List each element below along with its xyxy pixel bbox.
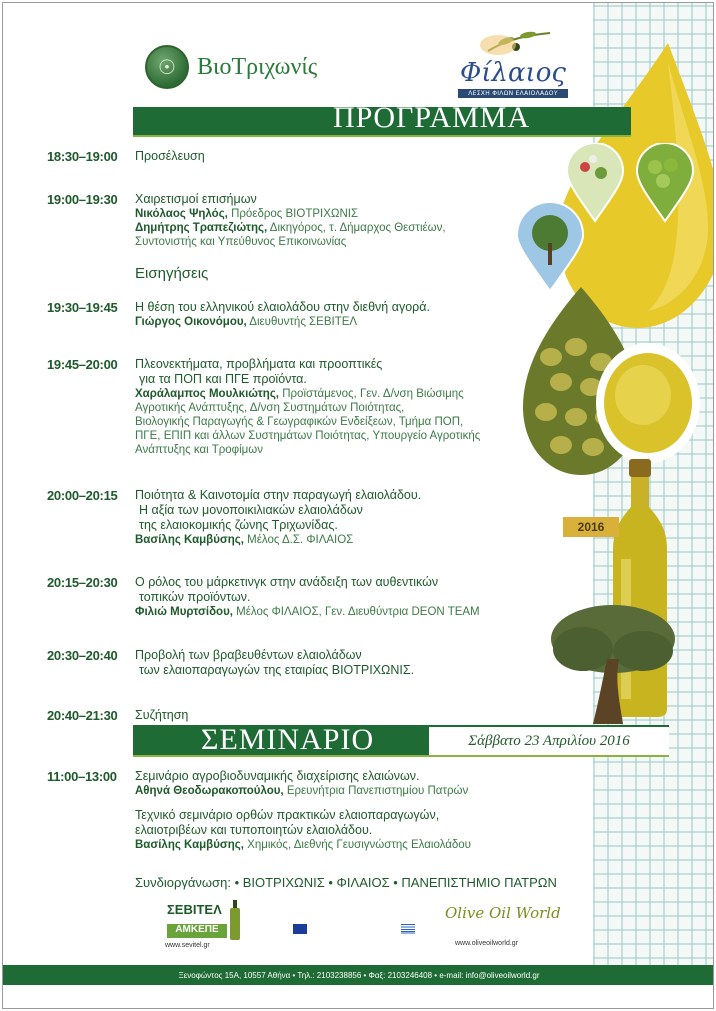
- program-item: [135, 575, 535, 619]
- sevitel-name: ΣΕΒΙΤΕΛ: [167, 902, 222, 917]
- cosponsor-list: • ΒΙΟΤΡΙΧΩΝΙΣ • ΦΙΛΑΙΟΣ • ΠΑΝΕΠΙΣΤΗΜΙΟ ΠΑΤΡΩΝ: [234, 875, 557, 890]
- speaker-line: [135, 387, 531, 401]
- sevitel-sub: ΑΜΚΕΠΕ: [167, 924, 227, 938]
- biotrichonis-logo: [145, 45, 317, 89]
- item-head: Προβολή των βραβευθέντων ελαιολάδων: [135, 648, 362, 662]
- speaker-line: [135, 533, 535, 547]
- oil-bowl-image: [593, 333, 703, 473]
- speaker-name: Φιλιώ Μυρτσίδου,: [135, 606, 233, 618]
- program-item: [135, 357, 531, 457]
- speaker-line: [135, 315, 535, 329]
- cosponsor-label: Συνδιοργάνωση:: [135, 875, 231, 890]
- speaker-line: [135, 207, 535, 221]
- time-slot: 11:00–13:00: [47, 769, 117, 784]
- speaker-name: Γιώργος Οικονόμου,: [135, 316, 247, 328]
- speaker-role: Μέλος ΦΙΛΑΙΟΣ, Γεν. Διευθύντρια DEON TEAM: [232, 606, 480, 618]
- item-text: Συζήτηση: [135, 708, 189, 722]
- item-head-2: τοπικών προϊόντων.: [139, 590, 251, 604]
- item-text: Προσέλευση: [135, 149, 205, 163]
- speaker-name: Χαράλαμπος Μουλκιώτης,: [135, 388, 279, 400]
- item-head-2: για τα ΠΟΠ και ΠΓΕ προϊόντα.: [139, 372, 307, 386]
- speaker-line: [135, 605, 535, 619]
- program-item: [135, 192, 535, 249]
- olive-tree-icon: [543, 599, 683, 729]
- speaker-name: Αθηνά Θεοδωρακοπούλου,: [135, 785, 284, 797]
- time-slot: 19:30–19:45: [47, 300, 118, 315]
- olive-oil-world-logo: Olive Oil World: [445, 904, 561, 922]
- speaker-name: Δημήτρης Τραπεζιώτης,: [135, 222, 268, 234]
- speaker-role: Διευθυντής ΣΕΒΙΤΕΛ: [246, 316, 358, 328]
- seminar-banner: [133, 725, 669, 757]
- filaios-logo: [458, 25, 568, 98]
- role-line: Ανάπτυξης και Τροφίμων: [135, 444, 264, 456]
- program-banner: [133, 101, 631, 137]
- program-title: ΠΡΟΓΡΑΜΜΑ: [333, 101, 530, 134]
- program-item: [135, 708, 535, 723]
- program-item: [135, 149, 535, 164]
- seminar-title: ΣΕΜΙΝΑΡΙΟ: [201, 723, 375, 756]
- time-slot: 20:15–20:30: [47, 575, 118, 590]
- item-head-2: Η αξία των μονοποικιλιακών ελαιολάδων: [139, 503, 363, 517]
- speaker-line: [135, 838, 555, 852]
- olive-sprig-icon: [458, 25, 568, 59]
- sponsor-logos: [153, 898, 573, 958]
- seminar-line: ελαιοτριβέων και τυποποιητών ελαιολάδου.: [135, 823, 373, 837]
- item-head: Πλεονεκτήματα, προβλήματα και προοπτικές: [135, 357, 383, 371]
- speaker-role: Πρόεδρος ΒΙΟΤΡΙΧΩΝΙΣ: [227, 208, 359, 220]
- greek-flag-icon: [401, 924, 415, 934]
- item-head-2: των ελαιοπαραγωγών της εταιρίας ΒΙΟΤΡΙΧΩΝΙΣ.: [139, 663, 415, 677]
- eu-flag-icon: [293, 924, 307, 934]
- item-head: Ποιότητα & Καινοτομία στην παραγωγή ελαιολάδου.: [135, 488, 422, 502]
- program-item: [135, 300, 535, 329]
- olives-drop-icon: [635, 143, 695, 223]
- speaker-name: Βασίλης Καμβύσης,: [135, 839, 244, 851]
- time-slot: 19:00–19:30: [47, 192, 118, 207]
- item-head-3: της ελαιοκομικής ζώνης Τριχωνίδας.: [139, 518, 338, 532]
- program-item: [135, 648, 535, 678]
- sevitel-url[interactable]: www.sevitel.gr: [165, 942, 210, 949]
- footer-contact-bar: [3, 965, 714, 985]
- olive-oil-world-url[interactable]: www.oliveoilworld.gr: [455, 940, 519, 947]
- time-slot: 20:30–20:40: [47, 648, 118, 663]
- speaker-line: [135, 221, 535, 235]
- speaker-role: Προϊστάμενος, Γεν. Δ/νση Βιώσιμης: [279, 388, 464, 400]
- program-item: [135, 488, 535, 547]
- speaker-name: Νικόλαος Ψηλός,: [135, 208, 228, 220]
- role-line: Βιολογικής Παραγωγής & Γεωγραφικών Ενδείξεων, Τμήμα ΠΟΠ,: [135, 416, 464, 428]
- seminar-line: Τεχνικό σεμινάριο ορθών πρακτικών ελαιοπαραγωγών,: [135, 808, 440, 822]
- item-head: Χαιρετισμοί επισήμων: [135, 192, 257, 206]
- speaker-role: Ερευνήτρια Πανεπιστημίου Πατρών: [283, 785, 469, 797]
- seminar-line: Σεμινάριο αγροβιοδυναμικής διαχείρισης ελαιώνων.: [135, 769, 420, 783]
- sevitel-logo: [153, 898, 241, 950]
- time-slot: 20:40–21:30: [47, 708, 118, 723]
- speaker-role: Χημικός, Διεθνής Γευσιγνώστης Ελαιολάδου: [243, 839, 471, 851]
- year-badge: 2016: [563, 517, 619, 537]
- item-head: Ο ρόλος του μάρκετινγκ στην ανάδειξη των αυθεντικών: [135, 575, 439, 589]
- speaker-role: Μέλος Δ.Σ. ΦΙΛΑΙΟΣ: [243, 534, 354, 546]
- role-line: Αγροτικής Ανάπτυξης, Δ/νση Συστημάτων Ποιότητας,: [135, 402, 405, 414]
- speaker-name: Βασίλης Καμβύσης,: [135, 534, 244, 546]
- bottle-icon: [229, 900, 241, 940]
- speaker-role: Δικηγόρος, τ. Δήμαρχος Θεστιέων,: [267, 222, 446, 234]
- role-line: ΠΓΕ, ΕΠΙΠ και άλλων Συστημάτων Ποιότητας, Υπουργείο Αγροτικής: [135, 430, 481, 442]
- cosponsors-line: [135, 875, 557, 890]
- poster-page: [2, 2, 714, 1009]
- section-label: Εισηγήσεις: [135, 265, 209, 282]
- coin-icon: ☉: [145, 45, 189, 89]
- footer-address: Ξενοφώντος 15Α, 10557 Αθήνα • Τηλ.: 2103238856 • Φαξ: 2103246408 • e-mail: info@oliveoilworld.gr: [178, 970, 540, 980]
- seminar-item: [135, 769, 555, 852]
- seminar-date: Σάββατο 23 Απριλίου 2016: [429, 727, 669, 755]
- item-head: Η θέση του ελληνικού ελαιολάδου στην διεθνή αγορά.: [135, 300, 430, 314]
- filaios-tagline: ΛΕΣΧΗ ΦΙΛΩΝ ΕΛΑΙΟΛΑΔΟΥ: [458, 89, 568, 98]
- time-slot: 18:30–19:00: [47, 149, 118, 164]
- speaker-line: [135, 784, 555, 798]
- filaios-script: Φίλαιος: [460, 58, 566, 88]
- brand-name: ΒιοΤριχωνίς: [197, 53, 318, 80]
- time-slot: 19:45–20:00: [47, 357, 118, 372]
- speaker-role-tail: Συντονιστής και Υπεύθυνος Επικοινωνίας: [135, 236, 347, 248]
- time-slot: 20:00–20:15: [47, 488, 118, 503]
